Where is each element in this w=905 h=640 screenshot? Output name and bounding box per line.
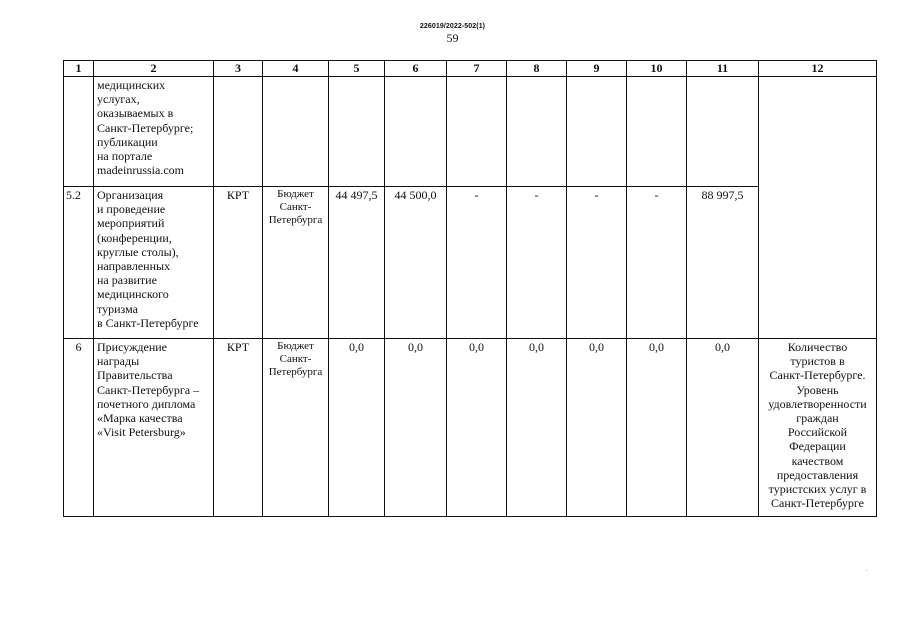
activity-line: Санкт-Петербурга – xyxy=(97,382,200,397)
row-number-cell: 5.2 xyxy=(64,187,94,339)
activity-line: Организация xyxy=(97,188,164,202)
total-cell xyxy=(687,77,759,187)
header-cell: 10 xyxy=(627,61,687,77)
activity-line: «Марка качества xyxy=(97,411,183,426)
value-cell: - xyxy=(627,187,687,339)
header-cell: 8 xyxy=(507,61,567,77)
total-cell: 0,0 xyxy=(687,339,759,517)
indicator-line: граждан xyxy=(796,411,839,426)
value-cell: 44 497,5 xyxy=(329,187,385,339)
indicator-line: предоставления xyxy=(776,467,859,482)
table-row xyxy=(64,77,877,187)
activity-line: публикации xyxy=(97,134,158,149)
source-line: Петербурга xyxy=(268,366,323,378)
indicator-line: Уровень xyxy=(796,382,839,397)
activity-line: Санкт-Петербурге; xyxy=(97,120,194,135)
value-cell: 0,0 xyxy=(507,339,567,517)
indicator-line: Количество xyxy=(787,340,848,354)
document-code: 226019/2022-502(1) xyxy=(419,23,486,30)
source-line: Бюджет xyxy=(277,340,314,352)
activity-line: медицинских xyxy=(97,78,166,92)
indicator-line: удовлетворенности xyxy=(768,396,867,411)
row-number-cell: 6 xyxy=(64,339,94,517)
indicator-cell xyxy=(759,77,877,339)
value-cell: - xyxy=(447,187,507,339)
source-cell xyxy=(263,187,329,339)
header-cell: 1 xyxy=(64,61,94,77)
activity-line: оказываемых в xyxy=(97,106,174,121)
activity-line: madeinrussia.com xyxy=(97,163,184,178)
source-line: Санкт- xyxy=(279,201,312,213)
value-cell: - xyxy=(567,187,627,339)
header-cell: 7 xyxy=(447,61,507,77)
value-cell xyxy=(447,77,507,187)
source-cell xyxy=(263,77,329,187)
plan-table xyxy=(63,60,877,517)
activity-line: на развитие xyxy=(97,273,157,288)
value-cell: - xyxy=(507,187,567,339)
value-cell: 0,0 xyxy=(627,339,687,517)
table-row xyxy=(64,187,877,339)
activity-line: (конференции, xyxy=(97,230,172,245)
activity-line: мероприятий xyxy=(97,216,165,231)
value-cell: 0,0 xyxy=(329,339,385,517)
header-cell: 3 xyxy=(214,61,263,77)
value-cell: 44 500,0 xyxy=(385,187,447,339)
activity-line: услугах, xyxy=(97,92,140,107)
indicator-line: туристских услуг в xyxy=(768,482,867,497)
value-cell xyxy=(627,77,687,187)
activity-line: награды xyxy=(97,354,140,369)
source-line: Бюджет xyxy=(277,188,314,200)
activity-line: круглые столы), xyxy=(97,244,179,259)
activity-line: направленных xyxy=(97,259,171,274)
header-cell: 12 xyxy=(759,61,877,77)
value-cell xyxy=(385,77,447,187)
value-cell: 0,0 xyxy=(385,339,447,517)
row-number-cell xyxy=(64,77,94,187)
value-cell xyxy=(567,77,627,187)
value-cell xyxy=(329,77,385,187)
executor-cell xyxy=(214,77,263,187)
value-cell: 0,0 xyxy=(567,339,627,517)
indicator-cell xyxy=(759,339,877,517)
header-cell: 6 xyxy=(385,61,447,77)
indicator-line: качеством xyxy=(791,453,844,468)
activity-line: «Visit Petersburg» xyxy=(97,425,186,440)
activity-cell xyxy=(94,77,214,187)
header-cell: 4 xyxy=(263,61,329,77)
activity-line: и проведение xyxy=(97,202,166,217)
activity-line: туризма xyxy=(97,301,138,316)
activity-cell xyxy=(94,339,214,517)
activity-line: почетного диплома xyxy=(97,396,196,411)
activity-cell xyxy=(94,187,214,339)
value-cell: 0,0 xyxy=(447,339,507,517)
header-row xyxy=(64,61,877,77)
value-cell xyxy=(507,77,567,187)
total-cell: 88 997,5 xyxy=(687,187,759,339)
activity-line: Присуждение xyxy=(97,340,167,354)
source-cell xyxy=(263,339,329,517)
executor-cell: КРТ xyxy=(214,339,263,517)
indicator-line: Российской xyxy=(787,425,848,440)
activity-line: Правительства xyxy=(97,368,173,383)
indicator-line: Санкт-Петербурге xyxy=(771,496,864,511)
indicator-line: Санкт-Петербурге. xyxy=(769,368,866,383)
indicator-line: Федерации xyxy=(789,439,846,454)
source-line: Санкт- xyxy=(279,353,312,365)
source-line: Петербурга xyxy=(268,214,323,226)
activity-line: медицинского xyxy=(97,287,169,302)
executor-cell: КРТ xyxy=(214,187,263,339)
scan-speck xyxy=(866,570,867,571)
indicator-line: туристов в xyxy=(790,354,845,369)
header-cell: 9 xyxy=(567,61,627,77)
activity-line: на портале xyxy=(97,149,153,164)
header-cell: 2 xyxy=(94,61,214,77)
page-number: 59 xyxy=(446,31,459,45)
activity-line: в Санкт-Петербурге xyxy=(97,315,199,330)
header-cell: 5 xyxy=(329,61,385,77)
table-row xyxy=(64,339,877,517)
header-cell: 11 xyxy=(687,61,759,77)
